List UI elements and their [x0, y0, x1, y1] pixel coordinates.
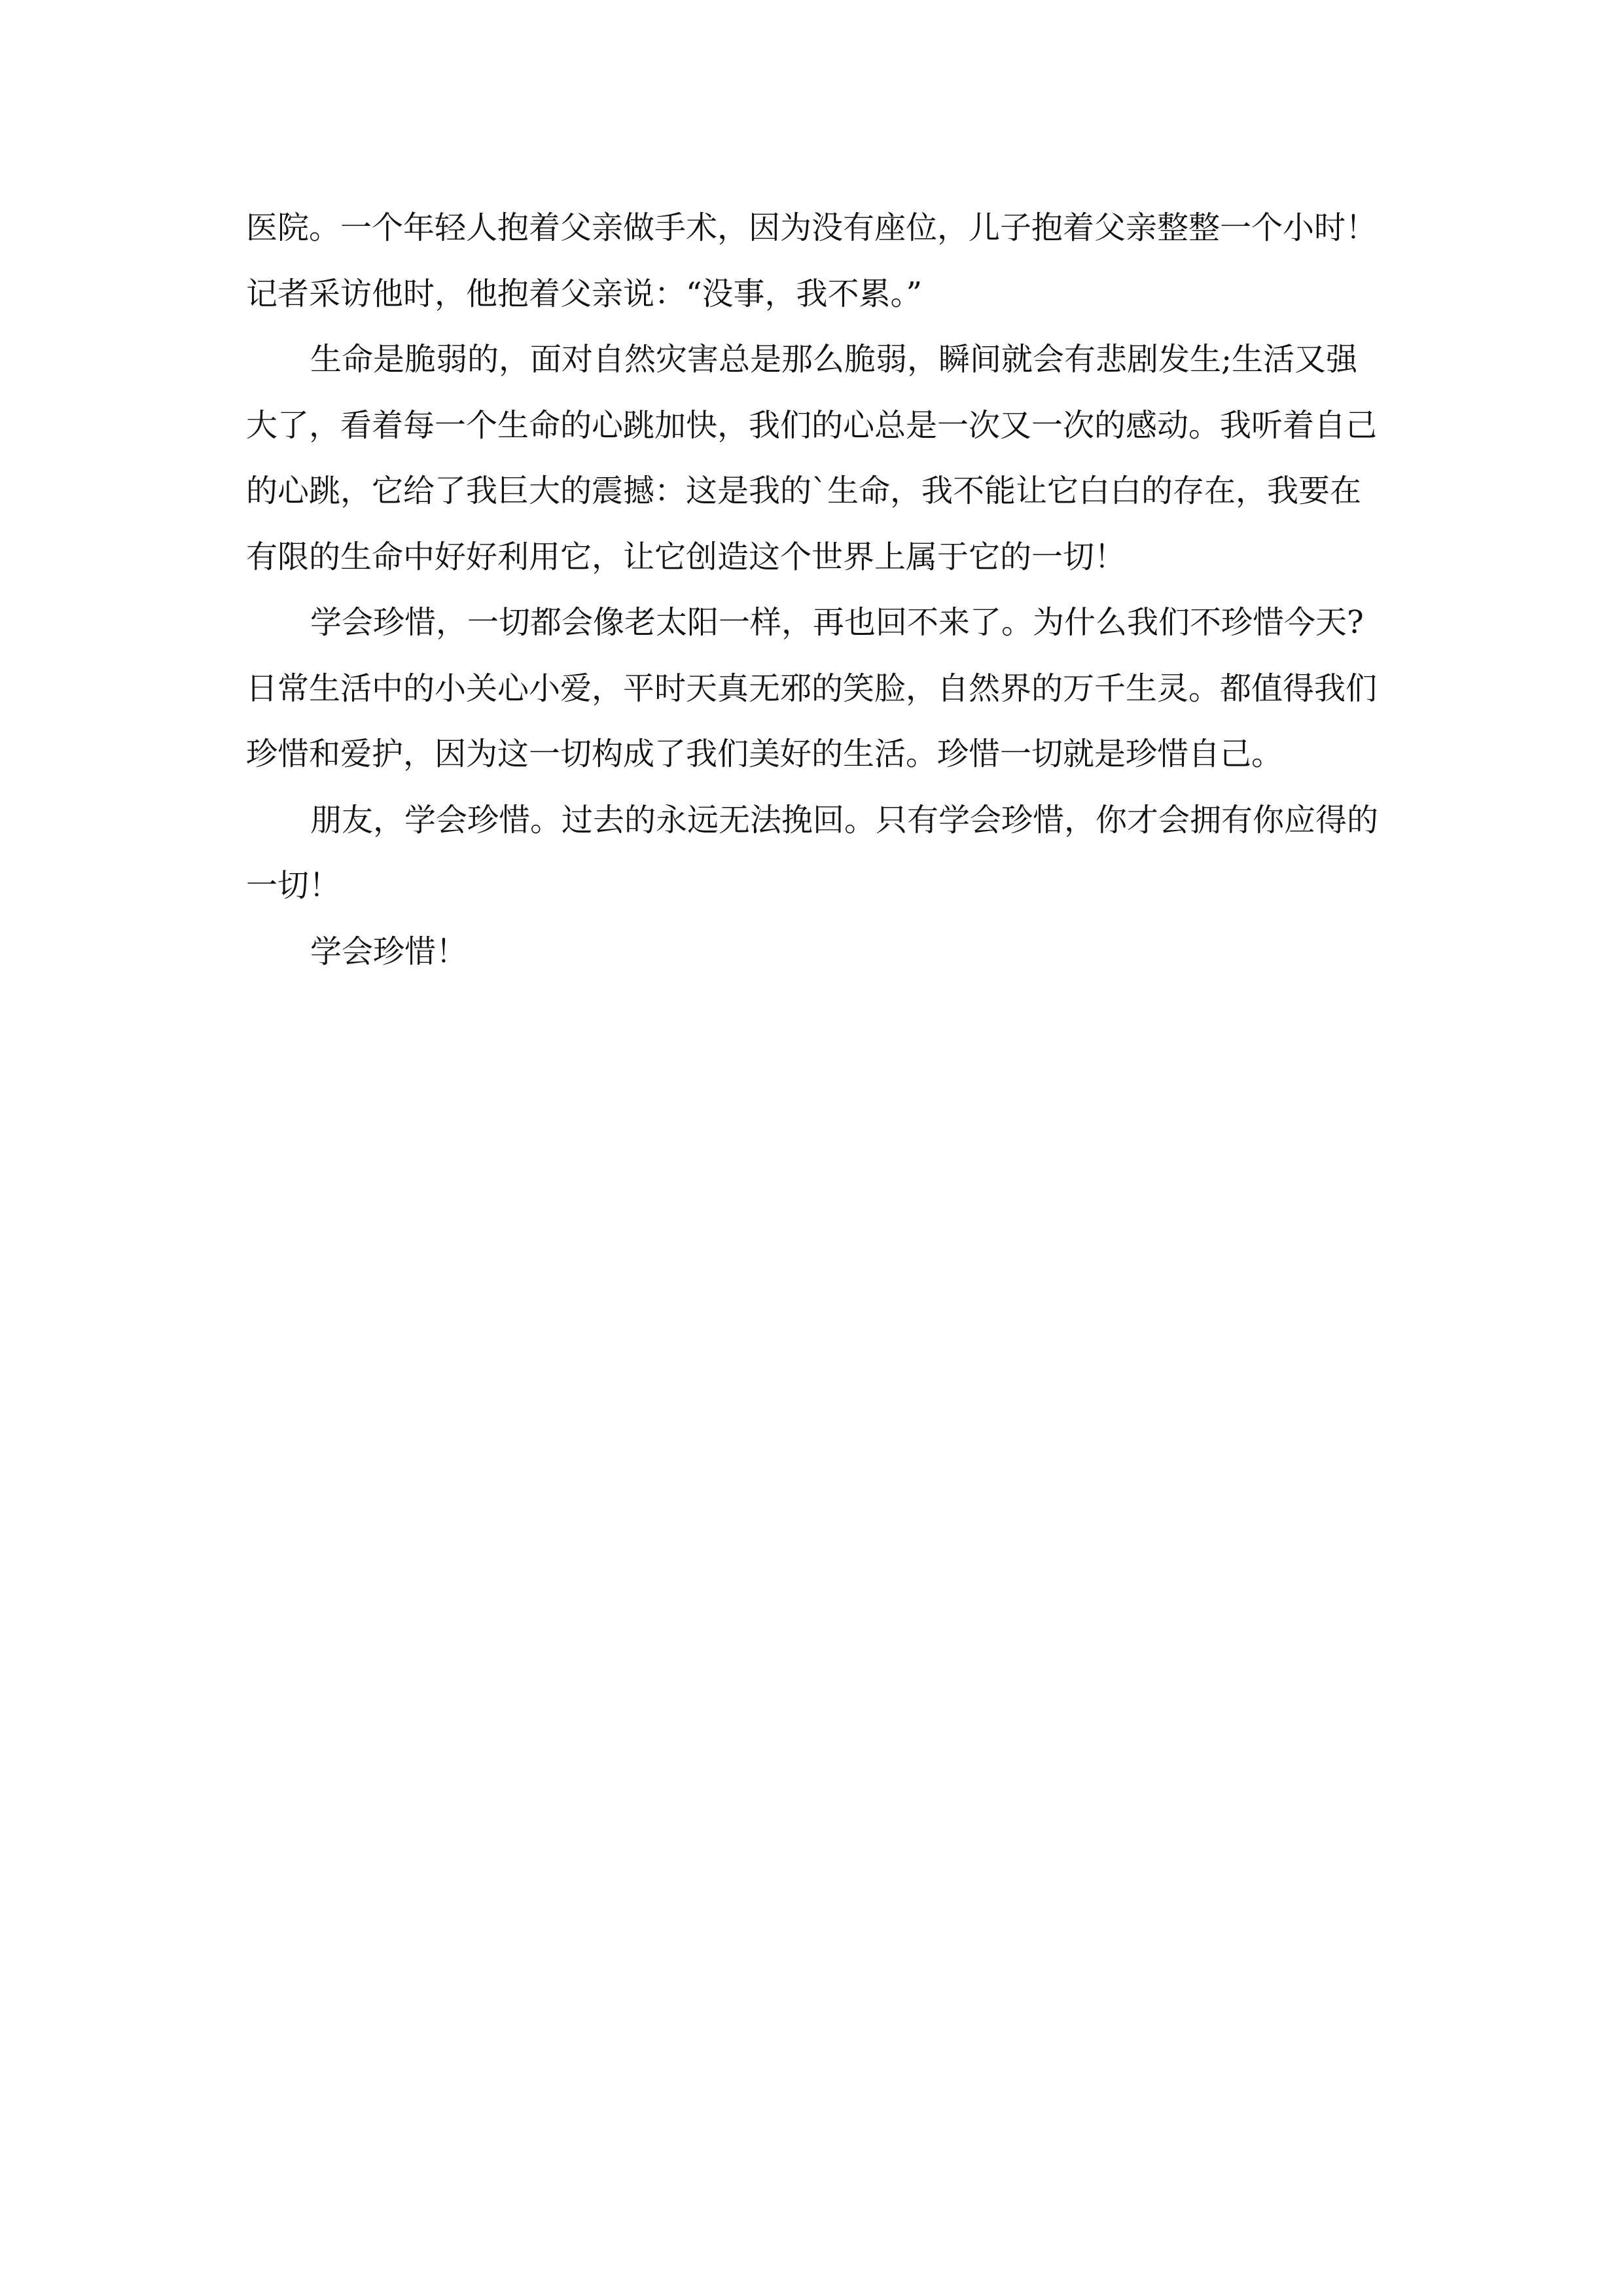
paragraph-4: 朋友，学会珍惜。过去的永远无法挽回。只有学会珍惜，你才会拥有你应得的一切！	[246, 801, 1379, 904]
body-text	[246, 195, 1385, 984]
paragraph-3: 学会珍惜，一切都会像老太阳一样，再也回不来了。为什么我们不珍惜今天?日常生活中的小关心小爱，平时天真无邪的笑脸，自然界的万千生灵。都值得我们珍惜和爱护，因为这一切构成了我们美好的生活。珍惜一切就是珍惜自己。	[246, 604, 1378, 772]
paragraph-1: 医院。一个年轻人抱着父亲做手术，因为没有座位，儿子抱着父亲整整一个小时！记者采访他时，他抱着父亲说：“没事，我不累。”	[246, 209, 1378, 312]
paragraph-2: 生命是脆弱的，面对自然灾害总是那么脆弱，瞬间就会有悲剧发生;生活又强大了，看着每一个生命的心跳加快，我们的心总是一次又一次的感动。我听着自己的心跳，它给了我巨大的震撼：这是我的`生命，我不能让它白白的存在，我要在有限的生命中好好利用它，让它创造这个世界上属于它的一切！	[246, 341, 1378, 575]
paragraph-5: 学会珍惜！	[310, 933, 468, 970]
